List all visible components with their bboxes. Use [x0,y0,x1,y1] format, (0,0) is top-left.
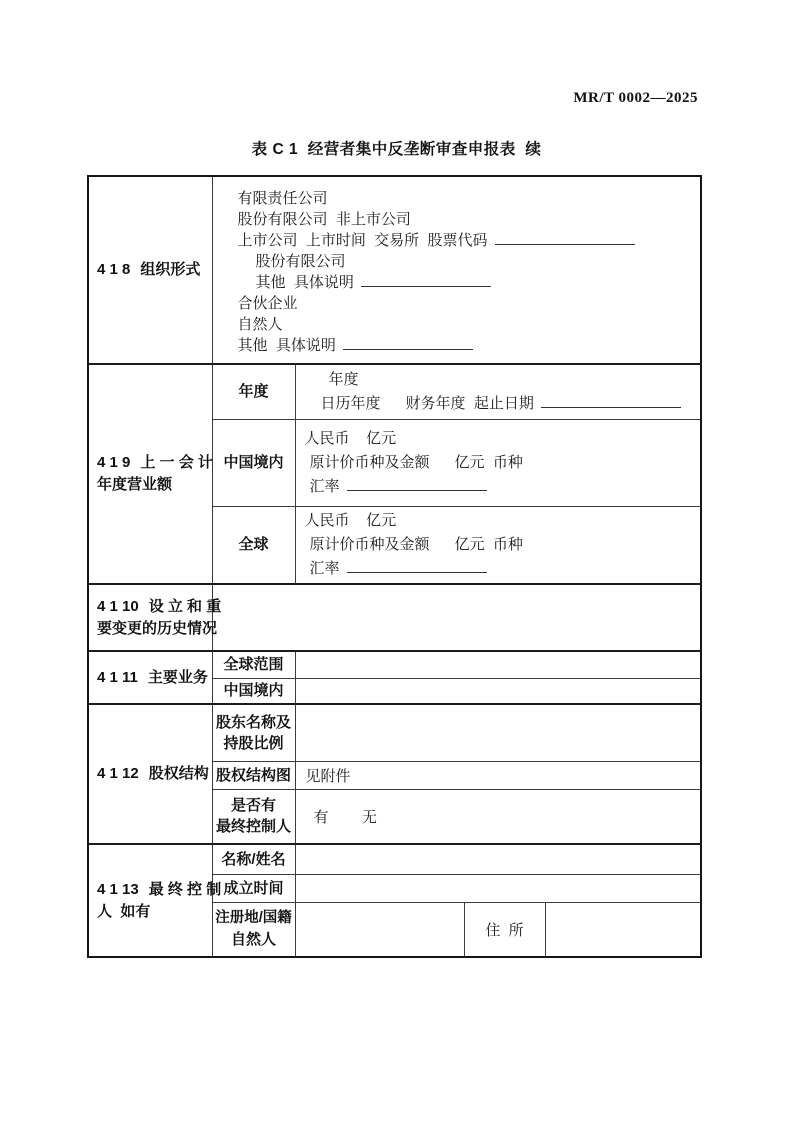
china-rmb-line: 人民币 亿元 [304,429,397,447]
sublabel-registration [212,902,295,957]
org-option-listed [238,230,697,251]
history-content-cell [212,584,701,651]
row-4110-number: 4 1 10 [97,597,139,615]
row-4111-label-cell [88,651,212,704]
global-rate-line [305,557,701,581]
global-rmb-line: 人民币 亿元 [304,511,397,529]
year-line2 [321,392,701,416]
residence-label-cell: 住 所 [464,902,545,957]
org-option-listed-text: 上市公司 上市时间 交易所 股票代码 [237,232,488,249]
registration-value-cell [295,902,464,957]
row-4111-number: 4 1 11 [97,668,138,686]
business-china-cell [295,678,701,704]
row-419-label-line1: 上 一 会 计 [140,454,213,471]
residence-value-cell [545,902,701,957]
row-419-number: 4 1 9 [97,454,131,471]
row-4113-label-line2: 人 如有 [97,902,151,920]
row-419-year [88,364,701,419]
sublabel-shareholders-line2: 持股比例 [223,734,284,752]
org-option-other-text: 其他 具体说明 [237,337,336,354]
sublabel-china: 中国境内 [212,419,295,506]
row-4112-label-cell [88,704,212,844]
global-rate-text: 汇率 [309,559,340,577]
fill-in-line-china-rate [347,477,487,491]
org-option-natural-person: 自然人 [237,316,283,333]
controller-name-cell [295,844,701,874]
sublabel-global: 全球 [212,506,295,584]
sublabel-controller-name: 名称/姓名 [212,844,295,874]
sublabel-establish-date: 成立时间 [212,874,295,902]
row-4113-label-cell [88,844,222,957]
row-4112-shareholders [88,704,701,761]
equity-chart-value: 见附件 [295,761,701,789]
sublabel-equity-chart: 股权结构图 [212,761,295,789]
row-4110-label-line1: 设 立 和 重 [148,597,222,615]
fill-in-line-listed-other [361,273,491,287]
org-option-other [238,335,697,356]
row-4113-number: 4 1 13 [97,880,139,898]
standard-number: MR/T 0002—2025 [573,90,698,106]
sublabel-registration-line2: 自然人 [230,931,276,949]
sublabel-ultimate-controller [212,789,295,844]
row-418-label: 组织形式 [140,261,201,278]
row-4112-label: 股权结构 [148,765,209,782]
org-option-listed-other-text: 其他 具体说明 [255,274,354,291]
table-title: 表 C 1 经营者集中反垄断审查申报表 续 [251,141,542,158]
row-4110 [88,584,701,651]
row-4113-label-line1: 最 终 控 制 [148,880,222,898]
declaration-form-table [87,175,702,958]
row-4110-label-cell [88,584,222,651]
business-global-cell [295,651,701,678]
org-option-listed-joint-stock: 股份有限公司 [255,253,346,270]
year-content-cell [295,364,701,419]
establish-date-cell [295,874,701,902]
fill-in-line-date-range [541,394,681,408]
fill-in-line-global-rate [347,559,487,573]
row-419-label-cell [88,364,212,584]
sublabel-ultimate-controller-line1: 是否有 [230,797,276,815]
row-4112-number: 4 1 12 [97,765,139,782]
global-original-currency-line: 原计价币种及金额 亿元 币种 [309,535,523,553]
china-turnover-cell [295,419,701,506]
row-4113-name [88,844,701,874]
row-4111-global [88,651,701,678]
year-line2-text: 日历年度 财务年度 起止日期 [320,394,534,412]
sublabel-business-global: 全球范围 [212,651,295,678]
org-option-partnership: 合伙企业 [237,295,298,312]
china-rate-text: 汇率 [309,477,340,495]
china-original-currency-line: 原计价币种及金额 亿元 币种 [309,453,523,471]
org-option-limited-liability: 有限责任公司 [237,190,328,207]
row-418 [88,176,701,364]
row-419-label-line2: 年度营业额 [97,476,173,493]
row-418-label-cell [88,176,212,364]
china-rate-line [305,475,701,499]
year-line1: 年度 [328,370,359,388]
controller-yes-no-value: 有 无 [295,789,701,844]
sublabel-shareholders-line1: 股东名称及 [215,713,291,731]
fill-in-line-stock-code [495,231,635,245]
org-option-listed-other [238,272,697,293]
sublabel-business-china: 中国境内 [212,678,295,704]
sublabel-shareholders [212,704,295,761]
row-418-number: 4 1 8 [97,261,131,278]
sublabel-registration-line1: 注册地/国籍 [215,910,292,927]
fill-in-line-other [343,336,473,350]
global-turnover-cell [295,506,701,584]
shareholders-content-cell [295,704,701,761]
row-4110-label-line2: 要变更的历史情况 [97,619,218,637]
sublabel-year: 年度 [212,364,295,419]
org-option-joint-stock: 股份有限公司 非上市公司 [237,211,411,228]
row-418-options-cell [212,176,701,364]
row-4111-label: 主要业务 [147,668,208,686]
sublabel-ultimate-controller-line2: 最终控制人 [215,818,291,836]
